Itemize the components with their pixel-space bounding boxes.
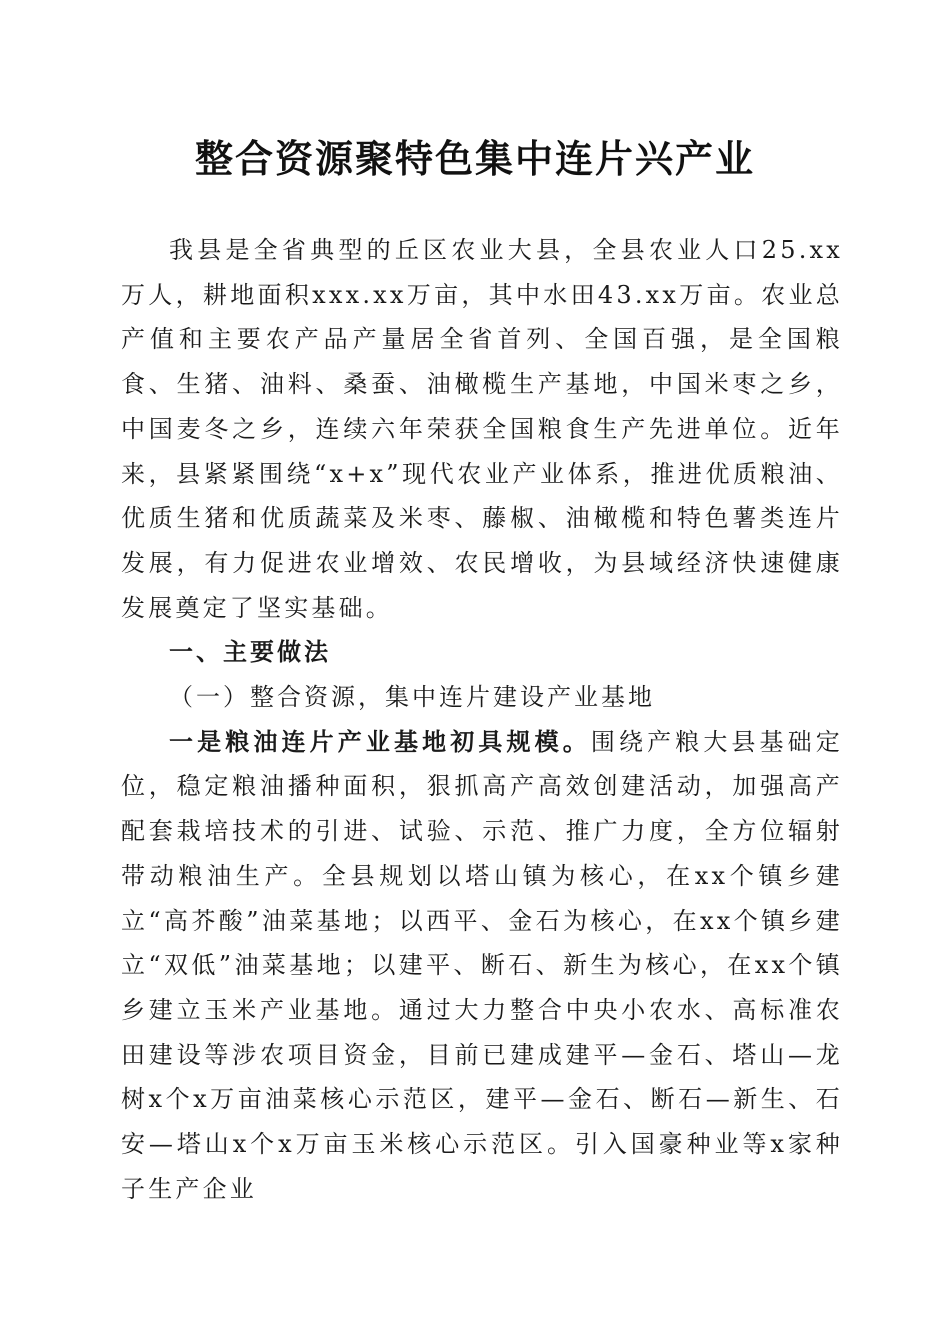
subsection-heading: （一）整合资源，集中连片建设产业基地	[169, 683, 655, 712]
intro-paragraph: 我县是全省典型的丘区农业大县，全县农业人口25.xx万人，耕地面积xxx.xx万亩，其中水田43.xx万亩。农业总产值和主要农产品产量居全省首列、全国百强，是全国粮食、生猪、油料、桑蚕、油橄榄生产基地，中国米枣之乡，中国麦冬之乡，连续六年荣获全国粮食生产先进单位。近年来，县紧紧围绕“x+x”现代农业产业体系，推进优质粮油、优质生猪和优质蔬菜及米枣、藤椒、油橄榄和特色薯类连片发展，有力促进农业增效、农民增收，为县域经济快速健康发展奠定了坚实基础。	[121, 236, 843, 622]
paragraph-lead: 一是粮油连片产业基地初具规模。	[169, 726, 591, 756]
document-title: 整合资源聚特色集中连片兴产业	[194, 136, 755, 181]
paragraph-text: 围绕产粮大县基础定位，稳定粮油播种面积，狠抓高产高效创建活动，加强高产配套栽培技术的引进、试验、示范、推广力度，全方位辐射带动粮油生产。全县规划以塔山镇为核心，在xx个镇乡建立“高芥酸”油菜基地；以西平、金石为核心，在xx个镇乡建立“双低”油菜基地；以建平、断石、新生为核心，在xx个镇乡建立玉米产业基地。通过大力整合中央小农水、高标准农田建设等涉农项目资金，目前已建成建平—金石、塔山—龙树x个x万亩油菜核心示范区，建平—金石、断石—新生、石安—塔山x个x万亩玉米核心示范区。引入国豪种业等x家种子生产企业	[121, 727, 843, 1203]
body-paragraph	[121, 720, 843, 1212]
section-heading: 一、主要做法	[169, 638, 331, 667]
document-body	[121, 228, 843, 1211]
